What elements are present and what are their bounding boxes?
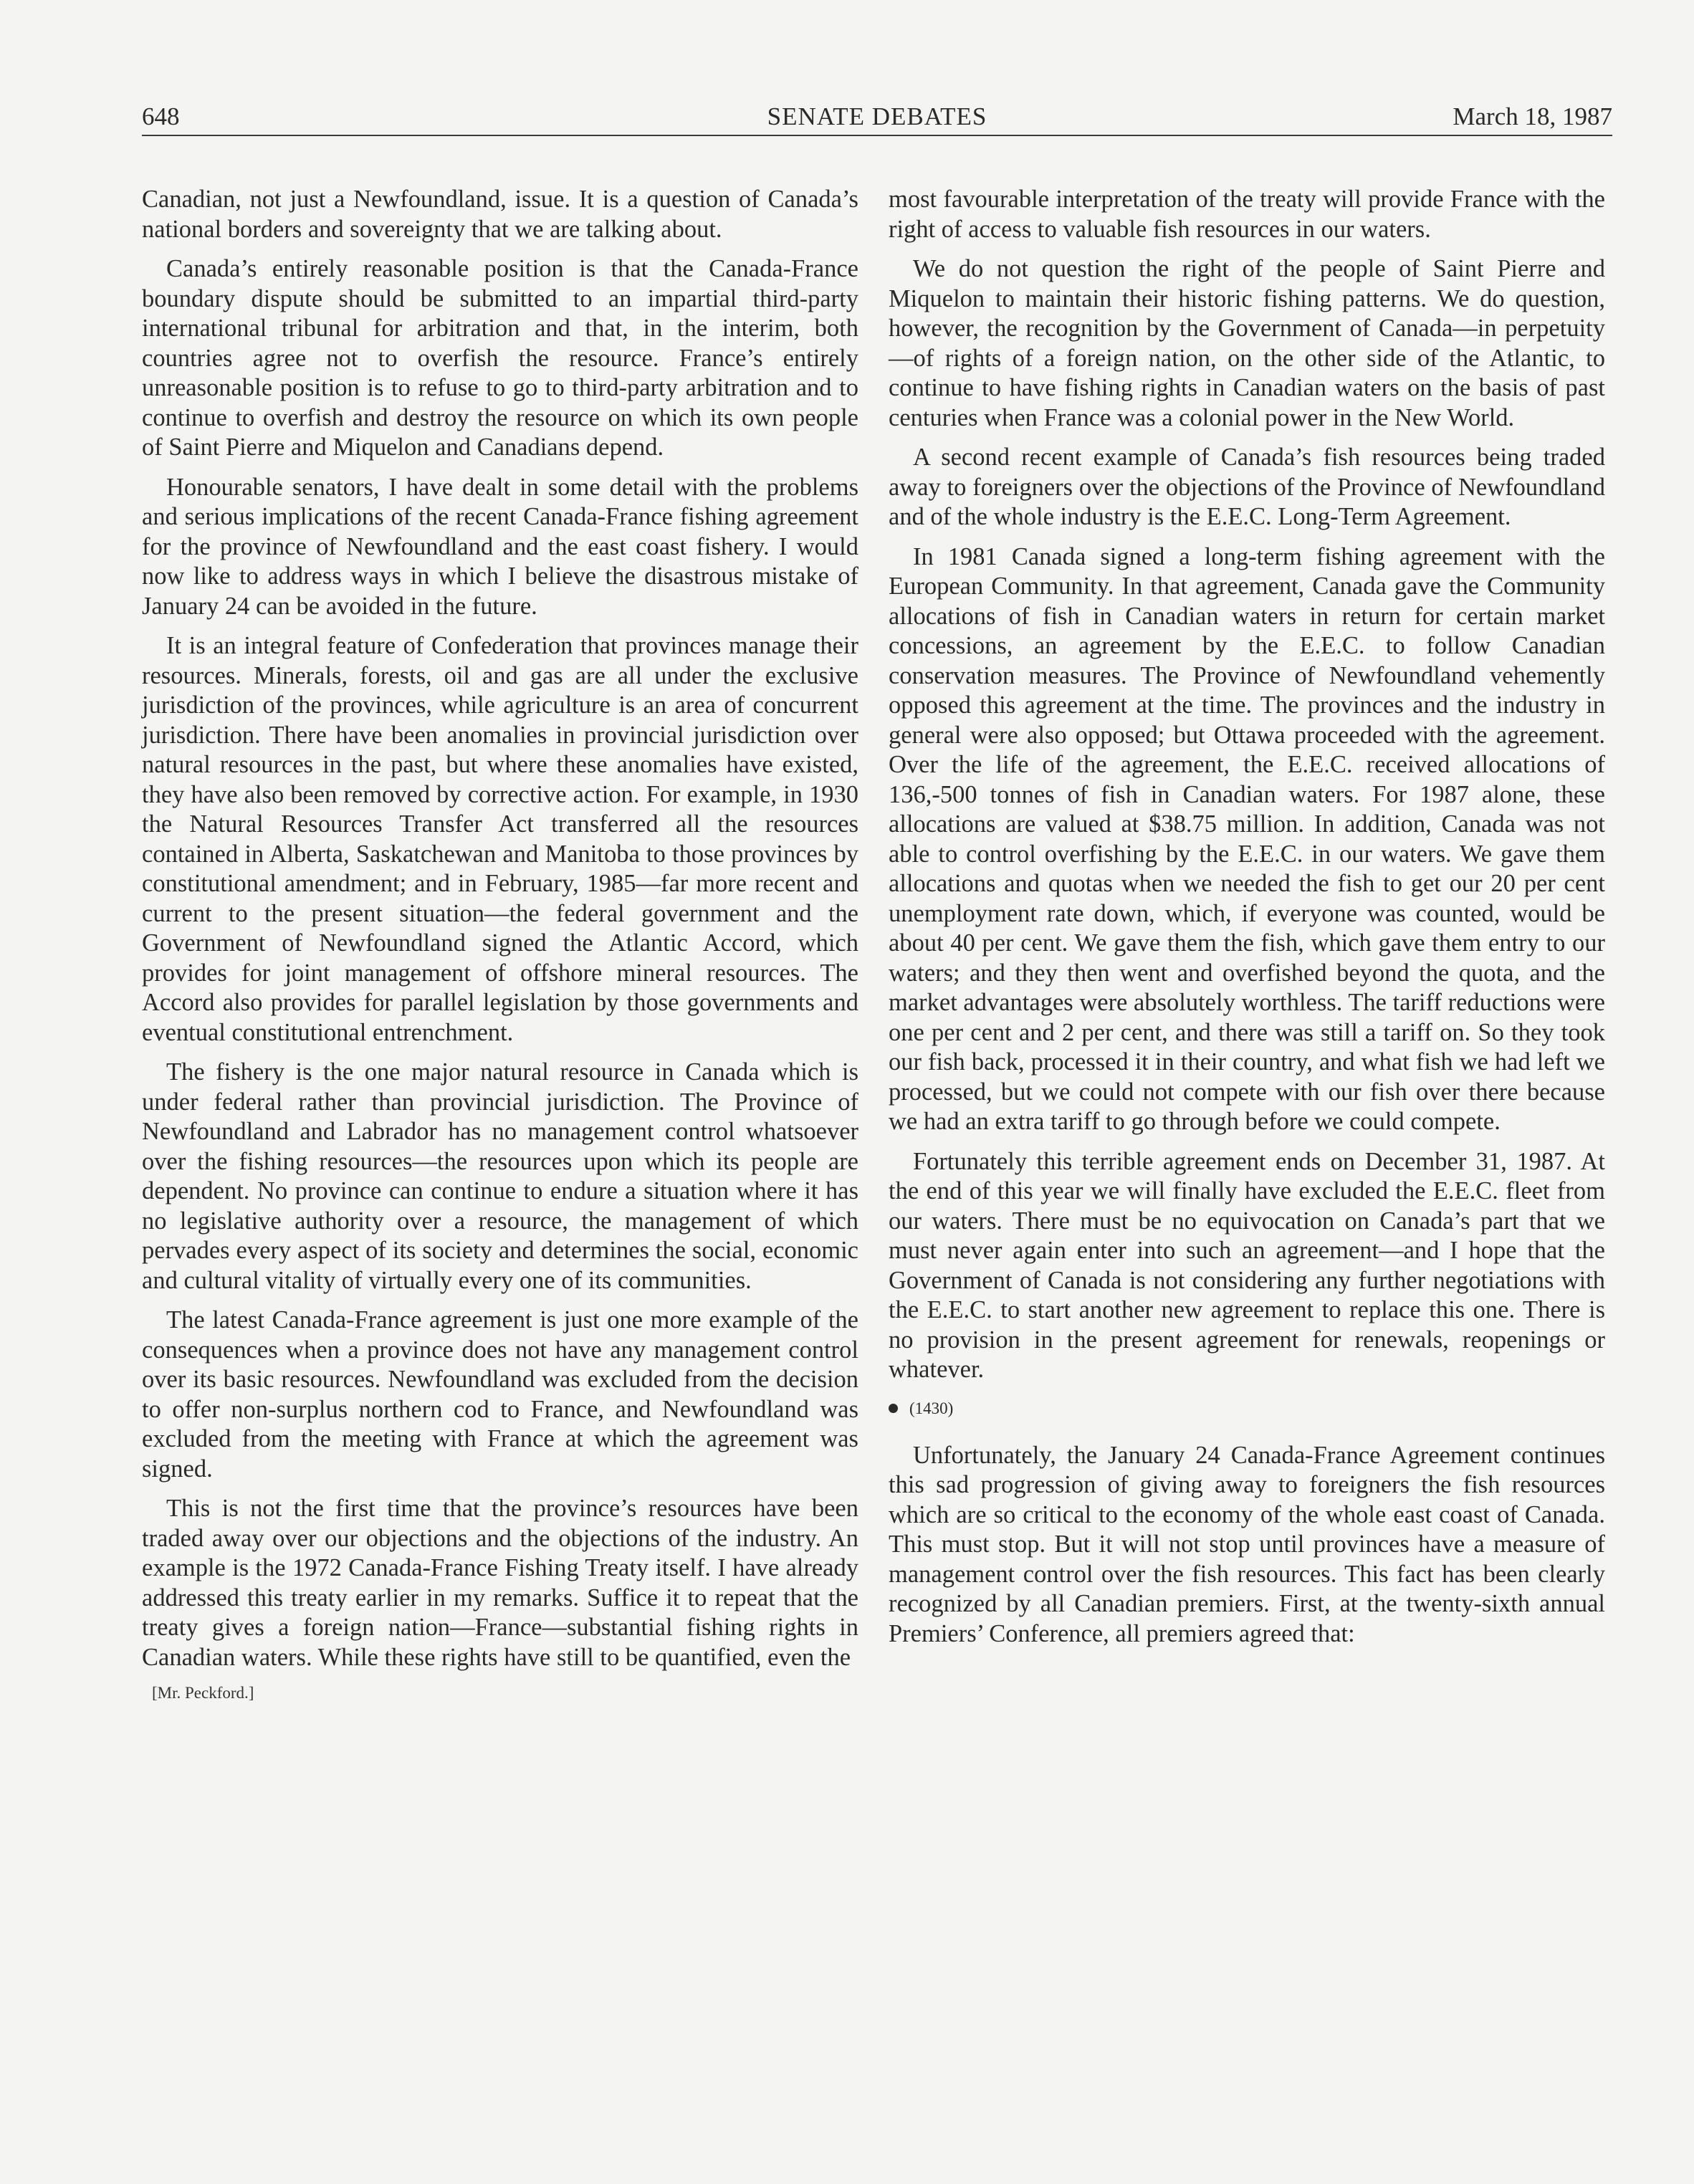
paragraph: This is not the first time that the province’s resources have been traded away over our objections and the objections of the industry. An example is the 1972 Canada-France Fishing Treaty itself. I have already addressed this treaty earlier in my remarks. Suffice it to repeat that the treaty gives a foreign nation—France—substantial fishing rights in Canadian waters. While these rights have still to be quantified, even the <box>142 1495 858 1671</box>
page-number: 648 <box>142 102 180 130</box>
paragraph: The fishery is the one major natural resource in Canada which is under federal rather than provincial jurisdiction. The Province of Newfoundland and Labrador has no management control whatsoever over the fishing resources—the resources upon which its people are dependent. No province can continue to endure a situation where it has no legislative authority over a resource, the management of which pervades every aspect of its society and determines the social, economic and cultural vitality of virtually every one of its communities. <box>142 1058 858 1294</box>
paragraph: most favourable interpretation of the treaty will provide France with the right of access to valuable fish resources in our waters. <box>889 186 1605 243</box>
publication-date: March 18, 1987 <box>1453 102 1612 130</box>
paragraph: It is an integral feature of Confederation that provinces manage their resources. Minerals, forests, oil and gas are all under the exclusive jurisdiction of the provinces, while agriculture is an area of concurrent jurisdiction. There have been anomalies in provincial jurisdiction over natural resources in the past, but where these anomalies have existed, they have also been removed by corrective action. For example, in 1930 the Natural Resources Transfer Act transferred all the resources contained in Alberta, Saskatchewan and Manitoba to those provinces by constitutional amendment; and in February, 1985—far more recent and current to the present situation—the federal government and the Government of Newfoundland signed the Atlantic Accord, which provides for joint management of offshore mineral resources. The Accord also provides for parallel legislation by those governments and eventual constitutional entrenchment. <box>142 632 858 1046</box>
bullet-icon <box>889 1404 898 1413</box>
paragraph: We do not question the right of the people of Saint Pierre and Miquelon to maintain their historic fishing patterns. We do question, however, the recognition by the Government of Canada—in perpetuity—of rights of a foreign nation, on the other side of the Atlantic, to continue to have fishing rights in Canadian waters on the basis of past centuries when France was a colonial power in the New World. <box>889 255 1605 431</box>
paragraph: Honourable senators, I have dealt in some detail with the problems and serious implications of the recent Canada-France fishing agreement for the province of Newfoundland and the east coast fishery. I would now like to address ways in which I believe the disastrous mistake of January 24 can be avoided in the future. <box>142 473 858 620</box>
paragraph: Canadian, not just a Newfoundland, issue. It is a question of Canada’s national borders and sovereignty that we are talking about. <box>142 186 858 243</box>
paragraph: Fortunately this terrible agreement ends on December 31, 1987. At the end of this year we will finally have excluded the E.E.C. fleet from our waters. There must be no equivocation on Canada’s part that we must never again enter into such an agreement—and I hope that the Government of Canada is not considering any further negotiations with the E.E.C. to start another new agreement to replace this one. There is no provision in the present agreement for renewals, reopenings or whatever. <box>889 1147 1605 1383</box>
speaker-attribution: [Mr. Peckford.] <box>152 1684 254 1702</box>
paragraph: In 1981 Canada signed a long-term fishing agreement with the European Community. In that agreement, Canada gave the Community allocations of fish in Canadian waters in return for certain market concessions, an agreement by the E.E.C. to follow Canadian conservation measures. The Province of Newfoundland vehemently opposed this agreement at the time. The provinces and the industry in general were also opposed; but Ottawa proceeded with the agreement. Over the life of the agreement, the E.E.C. received allocations of 136,-500 tonnes of fish in Canadian waters. For 1987 alone, these allocations are valued at $38.75 million. In addition, Canada was not able to control overfishing by the E.E.C. in our waters. We gave them allocations and quotas when we needed the fish to get our 20 per cent unemployment rate down, which, if everyone was counted, would be about 40 per cent. We gave them the fish, which gave them entry to our waters; and they then went and overfished beyond the quota, and the market advantages were absolutely worthless. The tariff reductions were one per cent and 2 per cent, and there was still a tariff on. So they took our fish back, processed it in their country, and what fish we had left we processed, but we could not compete with our fish over there because we had an extra tariff to go through before we could compete. <box>889 542 1605 1135</box>
time-marker <box>889 1398 1605 1419</box>
paragraph: The latest Canada-France agreement is just one more example of the consequences when a province does not have any management control over its basic resources. Newfoundland was excluded from the decision to offer non-surplus northern cod to France, and Newfoundland was excluded from the meeting with France at which the agreement was signed. <box>142 1306 858 1483</box>
paragraph: Unfortunately, the January 24 Canada-France Agreement continues this sad progression of giving away to foreigners the fish resources which are so critical to the economy of the whole east coast of Canada. This must stop. But it will not stop until provinces have a measure of management control over the fish resources. This fact has been clearly recognized by all Canadian premiers. First, at the twenty-sixth annual Premiers’ Conference, all premiers agreed that: <box>889 1441 1605 1647</box>
right-column <box>889 185 1605 1659</box>
publication-title: SENATE DEBATES <box>767 102 987 130</box>
paragraph: Canada’s entirely reasonable position is that the Canada-France boundary dispute should be submitted to an impartial third-party international tribunal for arbitration and that, in the interim, both countries agree not to overfish the resource. France’s entirely unreasonable position is to refuse to go to third-party arbitration and to continue to overfish and destroy the resource on which its own people of Saint Pierre and Miquelon and Canadians depend. <box>142 255 858 461</box>
time-marker-text: (1430) <box>909 1399 954 1417</box>
page-header <box>142 99 1612 136</box>
paragraph: A second recent example of Canada’s fish resources being traded away to foreigners over the objections of the Province of Newfoundland and of the whole industry is the E.E.C. Long-Term Agreement. <box>889 444 1605 530</box>
left-column <box>142 185 858 1704</box>
